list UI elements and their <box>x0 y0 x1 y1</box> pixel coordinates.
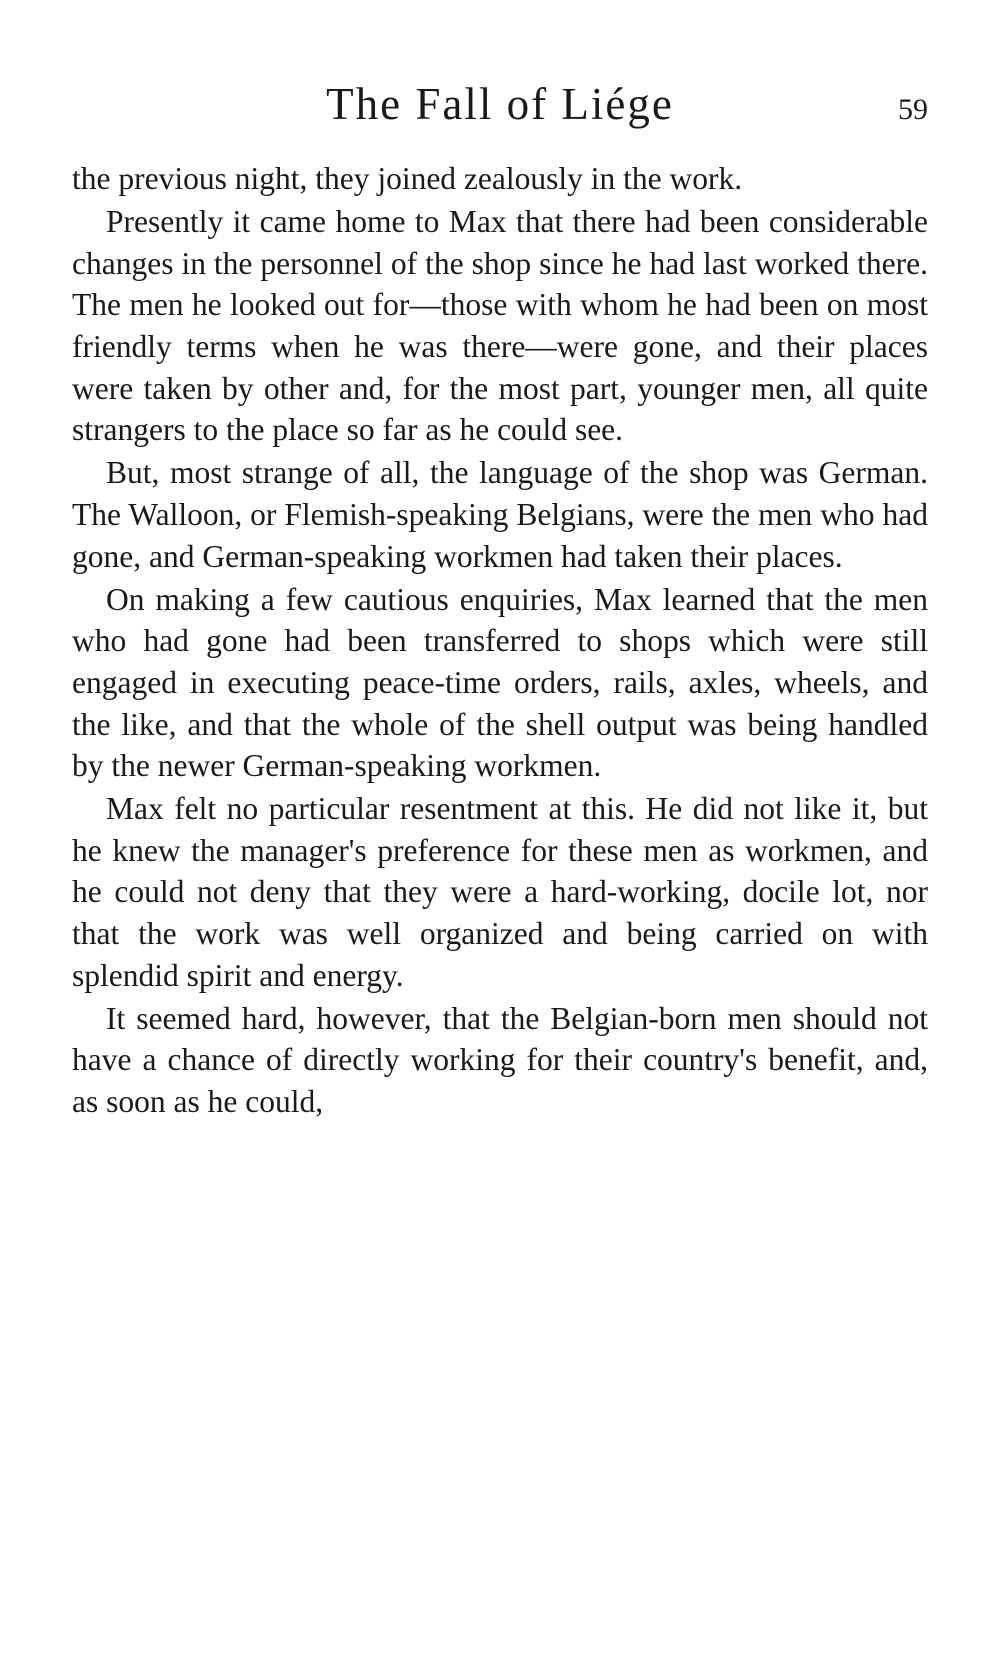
paragraph: It seemed hard, however, that the Belgian-born men should not have a chance of directly working for their country's benefit, and, as soon as he could, <box>72 1000 928 1120</box>
paragraph: Max felt no particular resentment at this. He did not like it, but he knew the manager's preference for these men as workmen, and he could not deny that they were a hard-working, docile lot, nor that the work was well organized and being carried on with splendid spirit and energy. <box>72 791 928 993</box>
running-head <box>72 72 928 136</box>
paragraph: But, most strange of all, the language of the shop was German. The Walloon, or Flemish-speaking Belgians, were the men who had gone, and German-speaking workmen had taken their places. <box>72 455 928 574</box>
paragraph: On making a few cautious enquiries, Max learned that the men who had gone had been transferred to shops which were still engaged in executing peace-time orders, rails, axles, wheels, and the like, and that the whole of the shell output was being handled by the newer German-speaking workmen. <box>72 581 928 784</box>
paragraph: Presently it came home to Max that there had been considerable changes in the personnel of the shop since he had last worked there. The men he looked out for—those with whom he had been on most friendly terms when he was there—were gone, and their places were taken by other and, for the most part, younger men, all quite strangers to the place so far as he could see. <box>72 204 928 448</box>
running-title: The Fall of Liége <box>326 79 674 129</box>
paragraph-continued: the previous night, they joined zealously in the work. <box>72 161 743 196</box>
page-number: 59 <box>898 93 928 126</box>
body-text <box>72 158 928 1124</box>
